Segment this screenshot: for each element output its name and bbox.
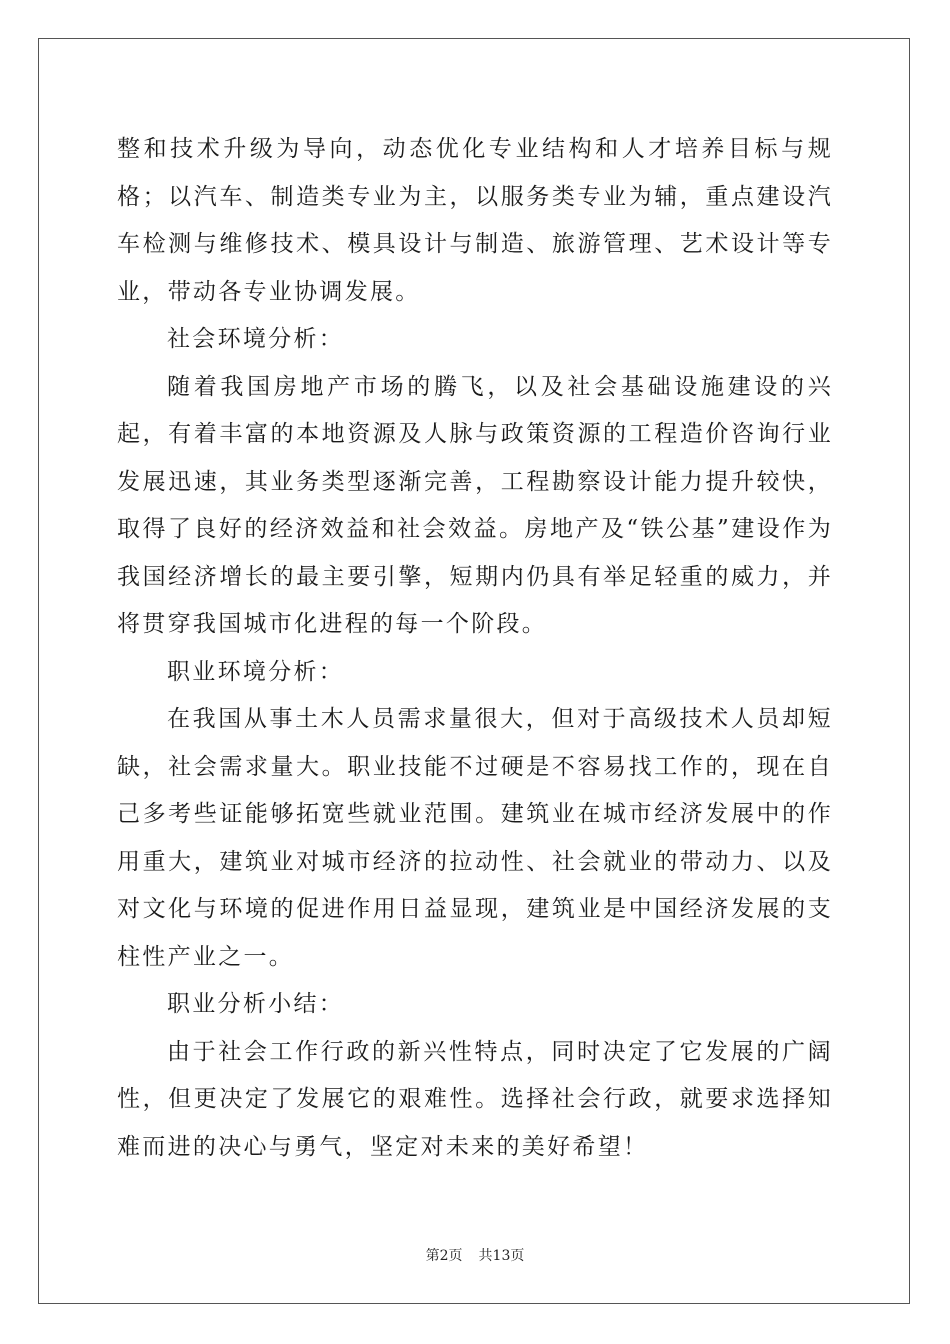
paragraph-social-environment: 随着我国房地产市场的腾飞，以及社会基础设施建设的兴起，有着丰富的本地资源及人脉与政策资源的工程造价咨询行业发展迅速，其业务类型逐渐完善，工程勘察设计能力提升较快，取得了良好的经济效益和社会效益。房地产及“铁公基”建设作为我国经济增长的最主要引擎，短期内仍具有举足轻重的威力，并将贯穿我国城市化进程的每一个阶段。 [117, 373, 833, 637]
paragraph-intro-continuation: 整和技术升级为导向，动态优化专业结构和人才培养目标与规格；以汽车、制造类专业为主，以服务类专业为辅，重点建设汽车检测与维修技术、模具设计与制造、旅游管理、艺术设计等专业，带动各专业协调发展。 [117, 136, 833, 305]
page-number-total: 共13页 [478, 1248, 525, 1264]
page-number-current: 第2页 [425, 1248, 463, 1264]
paragraph-career-summary: 由于社会工作行政的新兴性特点，同时决定了它发展的广阔性，但更决定了发展它的艰难性。选择社会行政，就要求选择知难而进的决心与勇气，坚定对未来的美好希望！ [117, 1038, 833, 1160]
paragraph-career-environment: 在我国从事土木人员需求量很大，但对于高级技术人员却短缺，社会需求量大。职业技能不过硬是不容易找工作的，现在自己多考些证能够拓宽些就业范围。建筑业在城市经济发展中的作用重大，建筑业对城市经济的拉动性、社会就业的带动力、以及对文化与环境的促进作用日益显现，建筑业是中国经济发展的支柱性产业之一。 [117, 706, 833, 970]
heading-career-summary: 职业分析小结： [167, 991, 345, 1017]
heading-social-environment: 社会环境分析： [167, 326, 345, 352]
heading-career-environment: 职业环境分析： [167, 658, 345, 685]
page-footer [0, 1245, 950, 1265]
document-body [117, 126, 833, 1171]
